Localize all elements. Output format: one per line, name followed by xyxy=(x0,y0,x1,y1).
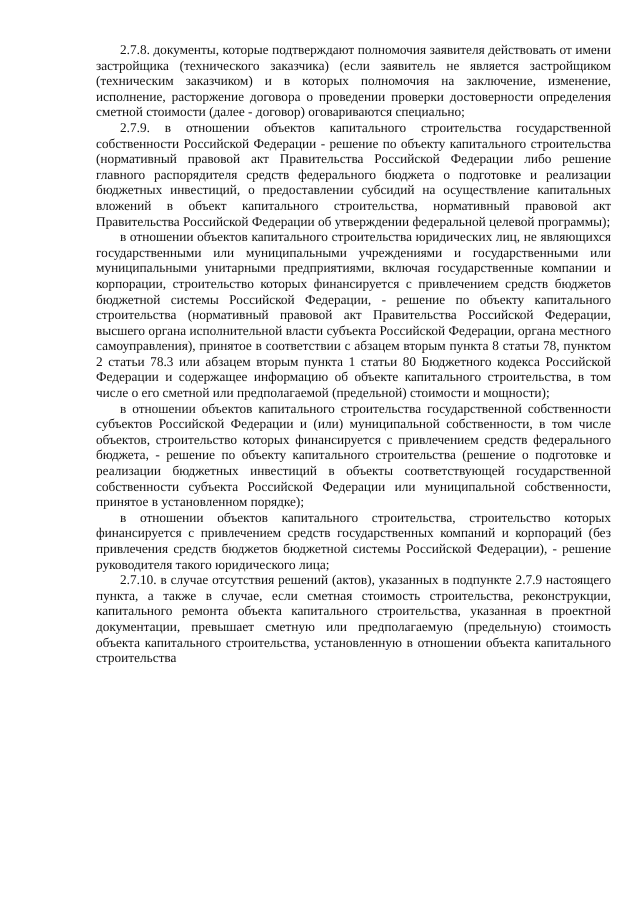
paragraph-2-7-9: 2.7.9. в отношении объектов капитального строительства государственной собственности Российской Федерации - решение по объекту капитального строительства (нормативный правовой акт Правительства Российской Федерации либо решение главного распорядителя средств федерального бюджета о подготовке и реализации бюджетных инвестиций, о предоставлении субсидий на осуществление капитальных вложений в объект капитального строительства, нормативный правовой акт Правительства Российской Федерации об утверждении федеральной целевой программы); xyxy=(96,119,611,229)
paragraph-2-7-10: 2.7.10. в случае отсутствия решений (актов), указанных в подпункте 2.7.9 настоящего пункта, а также в случае, если сметная стоимость строительства, реконструкции, капитального ремонта объекта капитального строительства, указанная в проектной документации, превышает сметную или предполагаемую (предельную) стоимость объекта капитального строительства, установленную в отношении объекта капитального строительства xyxy=(96,572,611,666)
document-body xyxy=(96,42,611,666)
paragraph-2-7-8: 2.7.8. документы, которые подтверждают полномочия заявителя действовать от имени застройщика (технического заказчика) (если заявитель не является застройщиком (техническим заказчиком) и в которых полномочия на заключение, изменение, исполнение, расторжение договора о проведении проверки достоверности определения сметной стоимости (далее - договор) оговариваются специально; xyxy=(96,42,611,120)
paragraph-legal-entities: в отношении объектов капитального строительства юридических лиц, не являющихся государственными или муниципальными учреждениями и государственными или муниципальными унитарными предприятиями, включая государственные компании и корпорации, строительство которых финансируется с привлечением средств бюджетов бюджетной системы Российской Федерации, - решение по объекту капитального строительства (нормативный правовой акт Правительства Российской Федерации, высшего органа исполнительной власти субъекта Российской Федерации, органа местного самоуправления), принятое в соответствии с абзацем вторым пункта 8 статьи 78, пунктом 2 статьи 78.3 или абзацем вторым пункта 1 статьи 80 Бюджетного кодекса Российской Федерации и содержащее информацию об объекте капитального строительства, в том числе о его сметной или предполагаемой (предельной) стоимости и мощности); xyxy=(96,229,611,401)
paragraph-regional-municipal: в отношении объектов капитального строительства государственной собственности субъектов Российской Федерации и (или) муниципальной собственности, в том числе объектов, строительство которых финансируется с привлечением средств федерального бюджета, - решение по объекту капитального строительства (решение о подготовке и реализации бюджетных инвестиций в объекты соответствующей государственной собственности субъекта Российской Федерации или муниципальной собственности, принятое в установленном порядке); xyxy=(96,400,611,510)
paragraph-state-companies: в отношении объектов капитального строительства, строительство которых финансируется с привлечением средств государственных компаний и корпораций (без привлечения средств бюджетов бюджетной системы Российской Федерации), - решение руководителя такого юридического лица; xyxy=(96,509,611,572)
